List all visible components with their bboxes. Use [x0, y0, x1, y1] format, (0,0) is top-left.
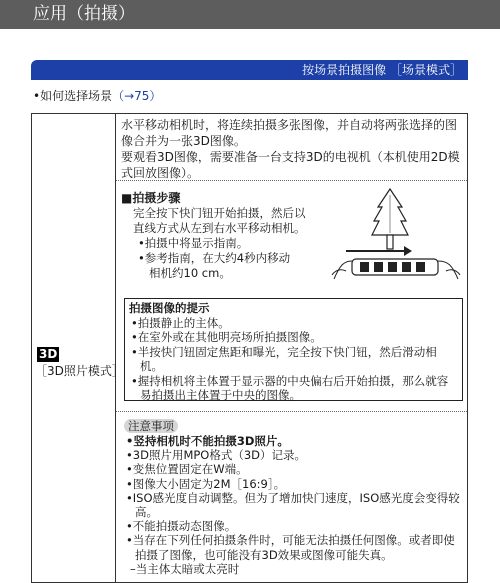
- note-item: •3D照片用MPO格式（3D）记录。: [126, 448, 307, 463]
- note-item: •图像大小固定为2M［16:9］。: [126, 476, 286, 491]
- steps-heading: ■拍摄步骤: [121, 191, 181, 205]
- tips-heading: 拍摄图像的提示: [129, 301, 210, 315]
- chapter-header: [0, 0, 500, 29]
- intro-line: 水平移动相机时，将连续拍摄多张图像，并自动将两张选择的图像合并为一张3D图像。: [121, 118, 458, 148]
- scene-select-text: •如何选择场景: [33, 89, 113, 103]
- section-band: [31, 60, 468, 80]
- note-item: •当存在下列任何拍摄条件时，可能无法拍摄任何图像。或者即使拍摄了图像，也可能没有3D效果或图像可能失真。: [126, 533, 455, 562]
- tip-item: •在室外或在其他明亮场所拍摄图像。: [131, 330, 322, 344]
- notes-section: [124, 419, 463, 576]
- camera-pan-illustration: [330, 185, 465, 285]
- section-title: 按场景拍摄图像 ［场景模式］: [302, 63, 462, 77]
- tip-item: •半按快门钮固定焦距和曝光，完全按下快门钮，然后滑动相机。: [131, 344, 437, 373]
- 3d-mode-icon: 3D: [39, 347, 58, 361]
- camera-icon: [332, 259, 460, 279]
- note-item: •不能拍摄动态图像。: [126, 519, 237, 534]
- scene-select-note: [33, 88, 161, 104]
- page-reference-link[interactable]: （→75）: [112, 89, 162, 103]
- section-divider: [116, 180, 467, 181]
- steps-body: [133, 206, 313, 281]
- section-divider: [116, 411, 467, 412]
- scene-column: [32, 114, 124, 582]
- steps-sub-item: 相机约10 cm。: [149, 266, 231, 280]
- scene-description: [116, 114, 467, 582]
- tip-item: •握持相机将主体置于显示器的中央偏右后开始拍摄，那么就容易拍摄出主体置于中央的图像。: [131, 373, 449, 402]
- note-item: •变焦位置固定在W端。: [126, 462, 248, 477]
- steps-sub-item: •拍摄中将显示指南。: [138, 236, 249, 250]
- intro-line: 要观看3D图像，需要准备一台支持3D的电视机（本机使用2D模式回放图像）。: [121, 150, 460, 180]
- scene-table: [31, 113, 468, 583]
- tip-item: •拍摄静止的主体。: [131, 315, 230, 330]
- note-item: •竖持相机时不能拍摄3D照片。: [126, 434, 289, 448]
- tree-icon: [372, 189, 408, 249]
- steps-main: 完全按下快门钮开始拍摄，然后以直线方式从左到右水平移动相机。: [133, 206, 306, 235]
- shooting-tips-box: [124, 298, 463, 401]
- note-sub-item: –当主体太暗或太亮时: [130, 561, 240, 576]
- note-item: •ISO感光度自动调整。但为了增加快门速度，ISO感光度会变得较高。: [126, 490, 460, 520]
- chapter-title: 应用（拍摄）: [33, 4, 135, 24]
- arrow-right-icon: [346, 246, 412, 256]
- intro-text: [121, 117, 463, 181]
- steps-sub-item: •参考指南，在大约4秒内移动: [138, 251, 291, 265]
- notes-badge: 注意事项: [124, 419, 178, 433]
- scene-name: ［3D照片模式］: [35, 364, 124, 378]
